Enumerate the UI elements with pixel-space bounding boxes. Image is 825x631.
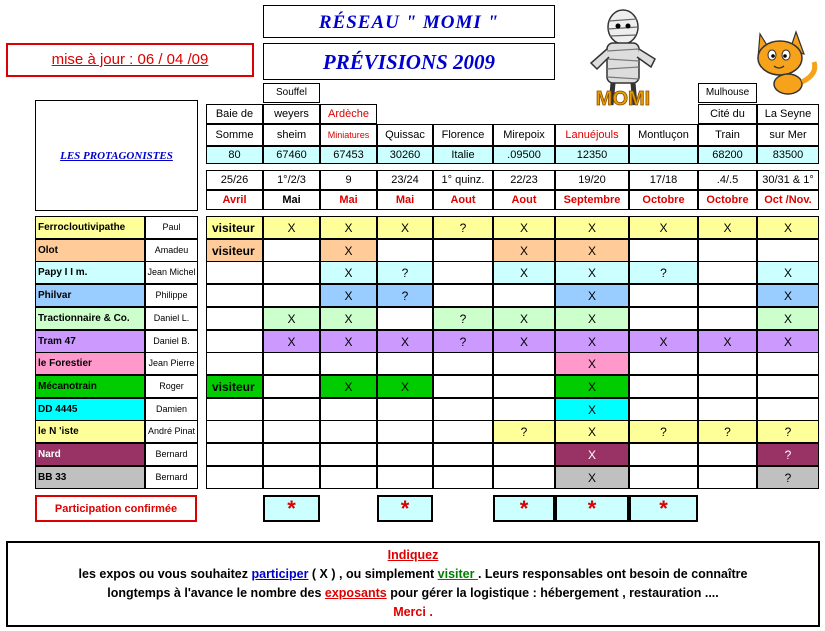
grid-cell	[263, 420, 320, 443]
grid-cell: X	[555, 466, 629, 489]
grid-cell: X	[555, 352, 629, 375]
grid-cell: X	[320, 307, 377, 330]
column-postcode: .09500	[493, 146, 555, 164]
grid-cell: X	[757, 284, 819, 307]
column-city-line3: Florence	[433, 124, 493, 146]
grid-cell: X	[320, 261, 377, 284]
grid-cell: X	[757, 216, 819, 239]
column-city-line1: Souffel	[263, 83, 320, 103]
grid-cell	[377, 352, 433, 375]
column-month: Oct /Nov.	[757, 190, 819, 210]
grid-cell	[493, 443, 555, 466]
grid-cell: X	[555, 443, 629, 466]
update-date: mise à jour : 06 / 04 /09	[6, 43, 254, 77]
note-exposants: exposants	[324, 586, 387, 600]
participation-star: *	[555, 495, 629, 522]
grid-cell	[629, 284, 698, 307]
grid-cell: X	[698, 330, 757, 353]
grid-cell: ?	[433, 216, 493, 239]
grid-cell: X	[698, 216, 757, 239]
grid-cell	[263, 239, 320, 262]
grid-cell: X	[320, 284, 377, 307]
grid-cell: X	[555, 330, 629, 353]
column-city-line2: La Seyne	[757, 104, 819, 124]
grid-cell	[206, 352, 263, 375]
row-club-name: BB 33	[35, 466, 145, 489]
column-date: 22/23	[493, 170, 555, 190]
row-club-name: le Forestier	[35, 352, 145, 375]
grid-cell	[493, 375, 555, 398]
grid-cell	[433, 420, 493, 443]
grid-cell: visiteur	[206, 239, 263, 262]
grid-cell	[377, 466, 433, 489]
grid-cell: X	[263, 216, 320, 239]
column-date: 17/18	[629, 170, 698, 190]
grid-cell: X	[555, 307, 629, 330]
grid-cell: X	[320, 330, 377, 353]
grid-cell: X	[493, 307, 555, 330]
grid-cell: ?	[698, 420, 757, 443]
grid-cell: ?	[433, 307, 493, 330]
row-club-name: Ferrocloutivipathe	[35, 216, 145, 239]
row-person-name: Amadeu	[145, 239, 198, 262]
grid-cell	[698, 307, 757, 330]
grid-cell	[698, 261, 757, 284]
grid-cell	[757, 239, 819, 262]
row-person-name: Jean Pierre	[145, 352, 198, 375]
grid-cell	[320, 466, 377, 489]
grid-cell	[698, 443, 757, 466]
column-date: 1° quinz.	[433, 170, 493, 190]
row-person-name: Daniel L.	[145, 307, 198, 330]
participation-star: *	[629, 495, 698, 522]
grid-cell: X	[555, 239, 629, 262]
column-month: Mai	[377, 190, 433, 210]
grid-cell	[377, 398, 433, 421]
grid-cell: ?	[757, 466, 819, 489]
grid-cell	[757, 352, 819, 375]
column-month: Octobre	[629, 190, 698, 210]
grid-cell: ?	[377, 284, 433, 307]
column-date: 25/26	[206, 170, 263, 190]
grid-cell	[263, 443, 320, 466]
grid-cell	[433, 239, 493, 262]
grid-cell	[493, 352, 555, 375]
grid-cell	[698, 466, 757, 489]
note-text-5: pour gérer la logistique : hébergement , restauration ....	[386, 586, 719, 600]
column-month: Mai	[320, 190, 377, 210]
grid-cell: X	[555, 398, 629, 421]
grid-cell: visiteur	[206, 375, 263, 398]
grid-cell	[206, 330, 263, 353]
note-text-4: longtemps à l'avance le nombre des	[107, 586, 325, 600]
grid-cell	[320, 443, 377, 466]
column-city-line1: Mulhouse	[698, 83, 757, 103]
note-participer: participer	[251, 567, 309, 581]
column-city-line3: Somme	[206, 124, 263, 146]
grid-cell: X	[377, 216, 433, 239]
grid-cell	[263, 375, 320, 398]
grid-cell	[629, 307, 698, 330]
note-indiquez: Indiquez	[387, 548, 439, 562]
row-club-name: le N 'iste	[35, 420, 145, 443]
note-visiter: visiter	[437, 567, 478, 581]
mummy-mascot-icon	[585, 5, 660, 115]
grid-cell: X	[555, 420, 629, 443]
logo-text: MOMI	[595, 88, 651, 110]
grid-cell	[206, 466, 263, 489]
grid-cell	[629, 352, 698, 375]
participation-star: *	[263, 495, 320, 522]
grid-cell	[698, 284, 757, 307]
column-postcode: 67460	[263, 146, 320, 164]
grid-cell: X	[493, 330, 555, 353]
column-date: 23/24	[377, 170, 433, 190]
grid-cell: X	[493, 216, 555, 239]
note-merci: Merci .	[393, 605, 433, 619]
column-postcode: 83500	[757, 146, 819, 164]
note-text-2: ( X ) , ou simplement	[308, 567, 438, 581]
grid-cell	[377, 420, 433, 443]
grid-cell	[206, 261, 263, 284]
column-city-line3: Train	[698, 124, 757, 146]
grid-cell	[629, 375, 698, 398]
grid-cell: X	[757, 261, 819, 284]
protagonists-label: LES PROTAGONISTES	[35, 100, 198, 211]
column-date: 1°/2/3	[263, 170, 320, 190]
grid-cell: X	[493, 261, 555, 284]
row-person-name: Jean Michel	[145, 261, 198, 284]
column-postcode: 67453	[320, 146, 377, 164]
grid-cell: X	[377, 330, 433, 353]
row-person-name: Bernard	[145, 443, 198, 466]
row-person-name: Daniel B.	[145, 330, 198, 353]
grid-cell: visiteur	[206, 216, 263, 239]
column-city-line3: sur Mer	[757, 124, 819, 146]
column-postcode: Italie	[433, 146, 493, 164]
grid-cell	[433, 443, 493, 466]
row-person-name: Bernard	[145, 466, 198, 489]
row-person-name: Damien	[145, 398, 198, 421]
grid-cell	[698, 239, 757, 262]
column-city-line2: Ardèche	[320, 104, 377, 124]
column-month: Aout	[433, 190, 493, 210]
grid-cell	[493, 398, 555, 421]
row-club-name: Mécanotrain	[35, 375, 145, 398]
grid-cell	[206, 398, 263, 421]
grid-cell	[263, 261, 320, 284]
row-person-name: Philippe	[145, 284, 198, 307]
grid-cell: X	[377, 375, 433, 398]
grid-cell: ?	[757, 420, 819, 443]
grid-cell	[629, 443, 698, 466]
grid-cell	[629, 398, 698, 421]
grid-cell	[320, 420, 377, 443]
grid-cell: X	[555, 284, 629, 307]
title-forecast: PRÉVISIONS 2009	[263, 43, 555, 80]
column-city-line2: Cité du	[698, 104, 757, 124]
grid-cell	[493, 466, 555, 489]
grid-cell: ?	[377, 261, 433, 284]
note-text-1: les expos ou vous souhaitez	[78, 567, 252, 581]
grid-cell: X	[555, 375, 629, 398]
grid-cell	[206, 443, 263, 466]
grid-cell	[629, 239, 698, 262]
column-date: 19/20	[555, 170, 629, 190]
grid-cell	[263, 352, 320, 375]
row-club-name: Tram 47	[35, 330, 145, 353]
row-club-name: Olot	[35, 239, 145, 262]
grid-cell	[629, 466, 698, 489]
grid-cell	[698, 398, 757, 421]
column-month: Avril	[206, 190, 263, 210]
column-postcode: 30260	[377, 146, 433, 164]
column-month: Octobre	[698, 190, 757, 210]
grid-cell	[698, 375, 757, 398]
cat-mascot-icon	[748, 22, 823, 97]
column-date: .4/.5	[698, 170, 757, 190]
grid-cell	[263, 466, 320, 489]
grid-cell	[433, 261, 493, 284]
column-month: Septembre	[555, 190, 629, 210]
grid-cell: ?	[433, 330, 493, 353]
row-club-name: Nard	[35, 443, 145, 466]
title-network: RÉSEAU " MOMI "	[263, 5, 555, 38]
grid-cell	[377, 307, 433, 330]
column-city-line3: sheim	[263, 124, 320, 146]
grid-cell: X	[320, 216, 377, 239]
grid-cell: X	[629, 216, 698, 239]
grid-cell: X	[757, 307, 819, 330]
grid-cell: X	[757, 330, 819, 353]
grid-cell	[206, 284, 263, 307]
grid-cell: X	[263, 307, 320, 330]
column-city-line2: weyers	[263, 104, 320, 124]
grid-cell	[493, 284, 555, 307]
grid-cell	[433, 284, 493, 307]
grid-cell	[206, 307, 263, 330]
participation-star: *	[493, 495, 555, 522]
grid-cell: ?	[629, 261, 698, 284]
column-city-line3: Montluçon	[629, 124, 698, 146]
grid-cell	[433, 375, 493, 398]
grid-cell	[377, 443, 433, 466]
grid-cell: X	[629, 330, 698, 353]
grid-cell	[757, 398, 819, 421]
column-city-line2: Baie de	[206, 104, 263, 124]
row-person-name: Paul	[145, 216, 198, 239]
column-postcode: 12350	[555, 146, 629, 164]
column-city-line3: Lanuéjouls	[555, 124, 629, 146]
grid-cell	[320, 398, 377, 421]
grid-cell	[433, 466, 493, 489]
participation-star: *	[377, 495, 433, 522]
grid-cell	[206, 420, 263, 443]
column-month: Mai	[263, 190, 320, 210]
column-month: Aout	[493, 190, 555, 210]
note-text-3: . Leurs responsables ont besoin de connaître	[477, 567, 748, 581]
instruction-note	[6, 541, 820, 627]
column-postcode	[629, 146, 698, 164]
row-club-name: DD 4445	[35, 398, 145, 421]
column-date: 9	[320, 170, 377, 190]
grid-cell	[433, 398, 493, 421]
column-postcode: 80	[206, 146, 263, 164]
grid-cell	[377, 239, 433, 262]
grid-cell: X	[320, 375, 377, 398]
grid-cell	[433, 352, 493, 375]
grid-cell: X	[555, 261, 629, 284]
grid-cell: ?	[757, 443, 819, 466]
grid-cell: X	[493, 239, 555, 262]
grid-cell: X	[320, 239, 377, 262]
grid-cell	[698, 352, 757, 375]
column-city-line3: Miniatures	[320, 124, 377, 146]
column-city-line3: Quissac	[377, 124, 433, 146]
row-person-name: André Pinat	[145, 420, 198, 443]
grid-cell	[320, 352, 377, 375]
row-person-name: Roger	[145, 375, 198, 398]
grid-cell: ?	[493, 420, 555, 443]
row-club-name: Papy I I m.	[35, 261, 145, 284]
grid-cell: X	[263, 330, 320, 353]
column-postcode: 68200	[698, 146, 757, 164]
participation-label: Participation confirmée	[35, 495, 197, 522]
grid-cell	[757, 375, 819, 398]
column-city-line3: Mirepoix	[493, 124, 555, 146]
grid-cell	[263, 398, 320, 421]
row-club-name: Philvar	[35, 284, 145, 307]
column-date: 30/31 & 1°	[757, 170, 819, 190]
row-club-name: Tractionnaire & Co.	[35, 307, 145, 330]
grid-cell	[263, 284, 320, 307]
grid-cell: ?	[629, 420, 698, 443]
grid-cell: X	[555, 216, 629, 239]
